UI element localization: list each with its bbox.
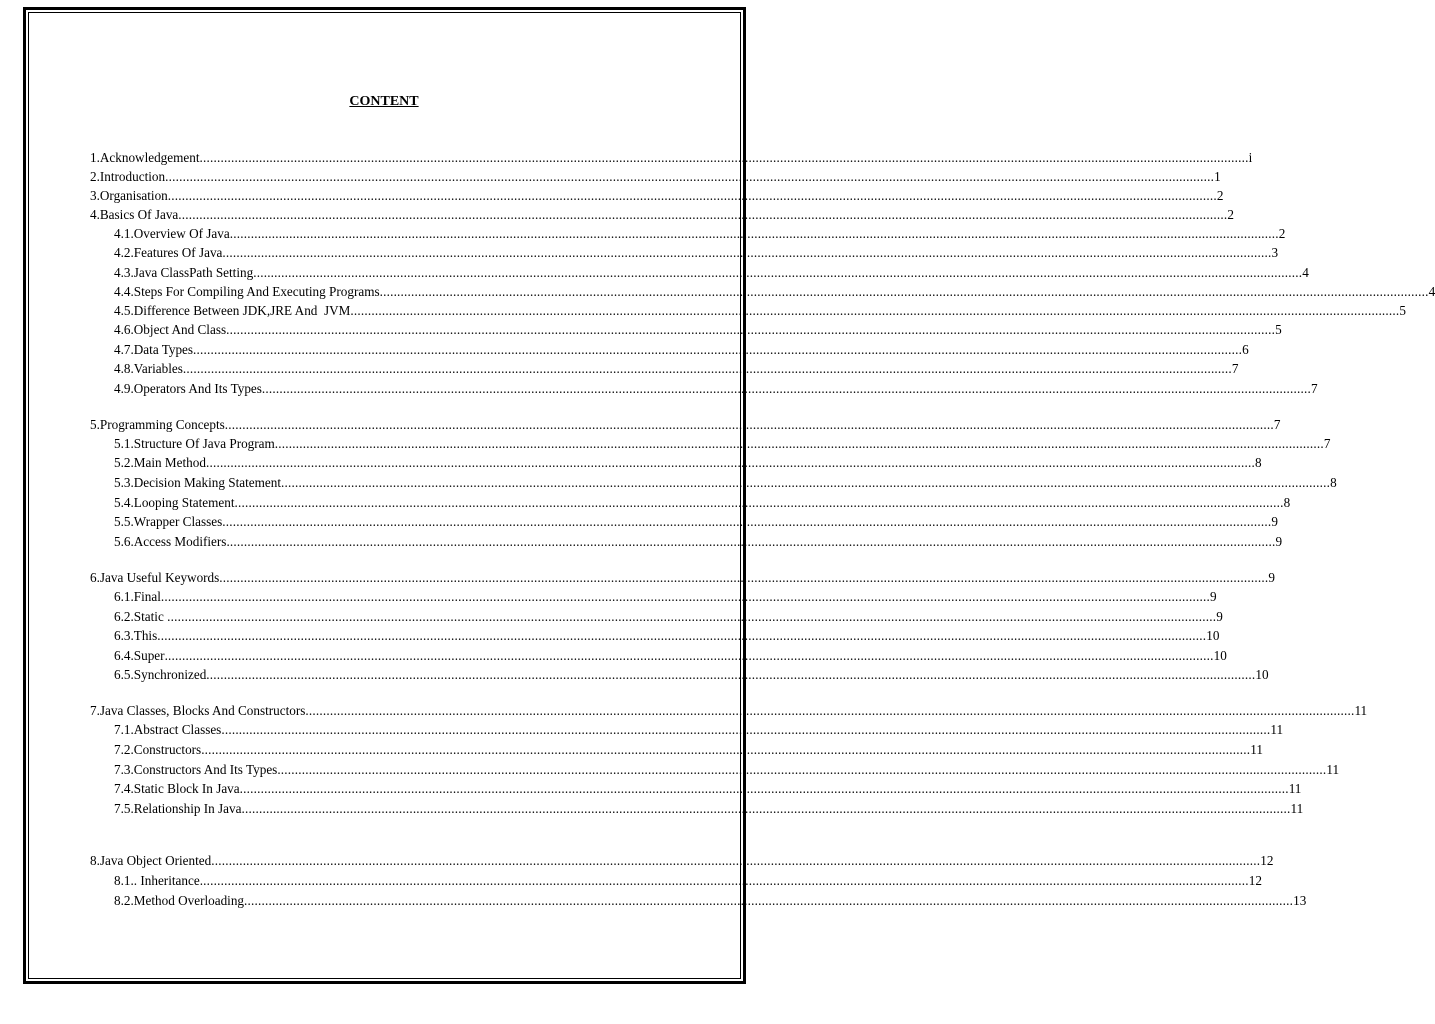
toc-entry-page: i — [1248, 150, 1253, 165]
toc-entry — [114, 781, 1302, 797]
toc-entry-label: Features Of Java — [133, 245, 223, 260]
toc-entry — [114, 742, 1263, 758]
toc-dot-leader: ............................................................................................................................................................................................................................................................................................................ — [199, 873, 1249, 888]
toc-entry-label: Programming Concepts — [99, 417, 225, 432]
toc-entry-number: 4.2. — [114, 245, 134, 260]
toc-entry — [114, 226, 1286, 242]
toc-entry-page: 11 — [1290, 801, 1304, 816]
toc-entry-number: 5.1. — [114, 436, 134, 451]
toc-entry-number: 8. — [90, 853, 100, 868]
toc-entry-label: Steps For Compiling And Executing Programs — [133, 284, 380, 299]
toc-entry — [114, 436, 1331, 452]
toc-entry-label: Decision Making Statement — [133, 475, 282, 490]
toc-entry-page: 9 — [1271, 514, 1278, 529]
toc-entry — [114, 455, 1262, 471]
toc-entry-page: 11 — [1354, 703, 1368, 718]
toc-entry — [90, 150, 1253, 166]
toc-dot-leader: ............................................................................................................................................................................................................................................................................................................ — [193, 342, 1243, 357]
toc-entry-page: 8 — [1255, 455, 1262, 470]
toc-entry-label: Java Object Oriented — [99, 853, 212, 868]
toc-entry-number: 4.6. — [114, 322, 134, 337]
toc-entry-label: Wrapper Classes — [133, 514, 223, 529]
toc-entry — [114, 609, 1223, 625]
toc-entry-page: 4 — [1302, 265, 1309, 280]
toc-dot-leader: ............................................................................................................................................................................................................................................................................................................ — [211, 853, 1261, 868]
toc-entry — [114, 514, 1278, 530]
toc-entry-label: Static Block In Java — [133, 781, 240, 796]
toc-dot-leader: ............................................................................................................................................................................................................................................................................................................ — [167, 609, 1217, 624]
toc-entry-label: Operators And Its Types — [133, 381, 262, 396]
toc-entry-page: 12 — [1260, 853, 1274, 868]
toc-entry-page: 6 — [1242, 342, 1249, 357]
toc-entry-label: Synchronized — [133, 667, 207, 682]
toc-entry-label: Object And Class — [133, 322, 227, 337]
toc-entry — [114, 893, 1307, 909]
toc-entry-number: 7.3. — [114, 762, 134, 777]
toc-dot-leader: ............................................................................................................................................................................................................................................................................................................ — [379, 284, 1429, 299]
toc-entry-number: 2. — [90, 169, 100, 184]
toc-entry — [114, 667, 1269, 683]
toc-entry-label: Looping Statement — [133, 495, 235, 510]
toc-entry-label: Basics Of Java — [99, 207, 179, 222]
toc-dot-leader: ............................................................................................................................................................................................................................................................................................................ — [226, 534, 1276, 549]
toc-dot-leader: ............................................................................................................................................................................................................................................................................................................ — [178, 207, 1228, 222]
toc-entry-page: 11 — [1288, 781, 1302, 796]
toc-entry-page: 2 — [1216, 188, 1224, 203]
toc-entry-label: Overview Of Java — [133, 226, 230, 241]
toc-entry-number: 5.4. — [114, 495, 134, 510]
toc-dot-leader: ............................................................................................................................................................................................................................................................................................................ — [244, 893, 1294, 908]
toc-entry — [114, 722, 1284, 738]
toc-entry — [90, 417, 1281, 433]
toc-entry — [114, 342, 1249, 358]
toc-dot-leader: ............................................................................................................................................................................................................................................................................................................ — [229, 226, 1279, 241]
toc-entry — [114, 873, 1262, 889]
toc-entry — [90, 570, 1275, 586]
toc-dot-leader: ............................................................................................................................................................................................................................................................................................................ — [160, 589, 1210, 604]
toc-entry-page: 7 — [1273, 417, 1281, 432]
toc-entry-number: 6. — [90, 570, 100, 585]
toc-entry — [114, 245, 1279, 261]
toc-entry — [114, 322, 1282, 338]
toc-entry-page: 7 — [1323, 436, 1331, 451]
toc-entry — [90, 207, 1234, 223]
toc-dot-leader: ............................................................................................................................................................................................................................................................................................................ — [241, 801, 1291, 816]
toc-entry-page: 11 — [1326, 762, 1340, 777]
toc-entry-number: 3. — [90, 188, 100, 203]
toc-entry-number: 6.2. — [114, 609, 134, 624]
toc-dot-leader: ............................................................................................................................................................................................................................................................................................................ — [239, 781, 1289, 796]
toc-entry-number: 5.5. — [114, 514, 134, 529]
toc-dot-leader: ............................................................................................................................................................................................................................................................................................................ — [182, 361, 1232, 376]
toc-entry — [114, 648, 1227, 664]
toc-entry — [114, 801, 1304, 817]
toc-dot-leader: ............................................................................................................................................................................................................................................................................................................ — [261, 381, 1311, 396]
toc-entry-page: 2 — [1227, 207, 1234, 222]
toc-dot-leader: ............................................................................................................................................................................................................................................................................................................ — [226, 322, 1276, 337]
toc-dot-leader: ............................................................................................................................................................................................................................................................................................................ — [281, 475, 1331, 490]
toc-entry-label: Static — [133, 609, 168, 624]
toc-entry-page: 9 — [1209, 589, 1217, 604]
toc-entry — [114, 628, 1220, 644]
toc-dot-leader: ............................................................................................................................................................................................................................................................................................................ — [206, 667, 1256, 682]
toc-dot-leader: ............................................................................................................................................................................................................................................................................................................ — [165, 169, 1215, 184]
toc-entry-page: 12 — [1248, 873, 1262, 888]
toc-dot-leader: ............................................................................................................................................................................................................................................................................................................ — [201, 742, 1251, 757]
toc-entry-label: Super — [133, 648, 165, 663]
toc-dot-leader: ............................................................................................................................................................................................................................................................................................................ — [221, 722, 1271, 737]
toc-entry-number: 5.2. — [114, 455, 134, 470]
toc-entry-number: 5. — [90, 417, 100, 432]
toc-dot-leader: ............................................................................................................................................................................................................................................................................................................ — [157, 628, 1207, 643]
toc-entry — [114, 495, 1291, 511]
toc-entry-page: 3 — [1271, 245, 1279, 260]
toc-entry — [90, 169, 1221, 185]
toc-dot-leader: ............................................................................................................................................................................................................................................................................................................ — [199, 150, 1249, 165]
toc-entry-number: 7.1. — [114, 722, 134, 737]
toc-entry-label: Acknowledgement — [99, 150, 200, 165]
toc-entry-number: 4.1. — [114, 226, 134, 241]
toc-entry-page: 7 — [1310, 381, 1318, 396]
toc-dot-leader: ............................................................................................................................................................................................................................................................................................................ — [222, 514, 1272, 529]
toc-entry-label: Java ClassPath Setting — [133, 265, 254, 280]
toc-entry-number: 4.5. — [114, 303, 134, 318]
toc-entry-page: 10 — [1213, 648, 1227, 663]
toc-entry-page: 7 — [1231, 361, 1239, 376]
toc-dot-leader: ............................................................................................................................................................................................................................................................................................................ — [219, 570, 1269, 585]
toc-entry-label: This — [133, 628, 158, 643]
toc-dot-leader: ............................................................................................................................................................................................................................................................................................................ — [167, 188, 1217, 203]
toc-entry — [114, 589, 1217, 605]
toc-entry-label: Data Types — [133, 342, 194, 357]
toc-dot-leader: ............................................................................................................................................................................................................................................................................................................ — [277, 762, 1327, 777]
toc-entry — [90, 188, 1224, 204]
toc-entry-label: Access Modifiers — [133, 534, 227, 549]
toc-entry-label: Constructors — [133, 742, 202, 757]
toc-entry-label: Relationship In Java — [133, 801, 242, 816]
toc-entry-label: Method Overloading — [133, 893, 245, 908]
toc-entry-number: 4.9. — [114, 381, 134, 396]
toc-entry-number: 6.3. — [114, 628, 134, 643]
toc-entry-page: 8 — [1330, 475, 1337, 490]
toc-entry — [114, 265, 1309, 281]
toc-entry-number: 7.4. — [114, 781, 134, 796]
toc-dot-leader: ............................................................................................................................................................................................................................................................................................................ — [205, 455, 1256, 470]
toc-entry-label: Final — [133, 589, 161, 604]
toc-entry-page: 5 — [1275, 322, 1282, 337]
toc-dot-leader: ............................................................................................................................................................................................................................................................................................................ — [234, 495, 1284, 510]
toc-entry-number: 4.4. — [114, 284, 134, 299]
toc-entry-number: 6.1. — [114, 589, 134, 604]
toc-entry — [114, 381, 1318, 397]
toc-entry-number: 6.5. — [114, 667, 134, 682]
toc-entry-label: Difference Between JDK,JRE And JVM — [133, 303, 351, 318]
toc-entry-page: 9 — [1216, 609, 1223, 624]
toc-entry-number: 4. — [90, 207, 100, 222]
toc-entry — [114, 762, 1340, 778]
toc-dot-leader: ............................................................................................................................................................................................................................................................................................................ — [305, 703, 1355, 718]
toc-entry-page: 9 — [1275, 534, 1283, 549]
toc-entry-page: 11 — [1270, 722, 1284, 737]
toc-entry-label: Abstract Classes — [133, 722, 222, 737]
toc-entry-page: 2 — [1278, 226, 1286, 241]
toc-entry-page: 10 — [1206, 628, 1220, 643]
toc-entry — [114, 475, 1337, 491]
toc-dot-leader: ............................................................................................................................................................................................................................................................................................................ — [222, 245, 1272, 260]
toc-entry-label: . Inheritance — [133, 873, 200, 888]
toc-dot-leader: ............................................................................................................................................................................................................................................................................................................ — [274, 436, 1324, 451]
toc-entry-number: 6.4. — [114, 648, 134, 663]
toc-entry-label: Java Classes, Blocks And Constructors — [99, 703, 306, 718]
toc-dot-leader: ............................................................................................................................................................................................................................................................................................................ — [350, 303, 1400, 318]
toc-entry-number: 7.2. — [114, 742, 134, 757]
toc-entry-page: 8 — [1283, 495, 1291, 510]
toc-entry-label: Structure Of Java Program — [133, 436, 275, 451]
toc-entry-page: 9 — [1268, 570, 1275, 585]
toc-dot-leader: ............................................................................................................................................................................................................................................................................................................ — [224, 417, 1274, 432]
toc-entry-label: Introduction — [99, 169, 166, 184]
toc-entry — [114, 361, 1239, 377]
toc-entry — [90, 703, 1368, 719]
toc-entry-number: 4.7. — [114, 342, 134, 357]
toc-entry-number: 5.6. — [114, 534, 134, 549]
toc-entry — [114, 284, 1435, 300]
page-title: CONTENT — [349, 94, 419, 109]
toc-entry-number: 8.1. — [114, 873, 134, 888]
toc-entry-page: 11 — [1250, 742, 1263, 757]
toc-entry-label: Java Useful Keywords — [99, 570, 220, 585]
toc-entry-number: 4.8. — [114, 361, 134, 376]
toc-entry — [114, 534, 1283, 550]
toc-entry-label: Variables — [133, 361, 183, 376]
toc-entry-number: 7.5. — [114, 801, 134, 816]
toc-entry-page: 13 — [1293, 893, 1307, 908]
toc-entry-number: 8.2. — [114, 893, 134, 908]
toc-entry-page: 10 — [1255, 667, 1269, 682]
toc-entry — [90, 853, 1274, 869]
toc-dot-leader: ............................................................................................................................................................................................................................................................................................................ — [164, 648, 1214, 663]
toc-entry-number: 4.3. — [114, 265, 134, 280]
toc-entry-number: 7. — [90, 703, 100, 718]
toc-entry-label: Organisation — [99, 188, 168, 203]
toc-entry-number: 1. — [90, 150, 100, 165]
toc-entry-page: 4 — [1428, 284, 1435, 299]
toc-dot-leader: ............................................................................................................................................................................................................................................................................................................ — [253, 265, 1303, 280]
toc-entry-label: Main Method — [133, 455, 206, 470]
toc-entry-number: 5.3. — [114, 475, 134, 490]
toc-entry-label: Constructors And Its Types — [133, 762, 278, 777]
toc-entry-page: 5 — [1399, 303, 1407, 318]
toc-entry — [114, 303, 1407, 319]
toc-entry-page: 1 — [1214, 169, 1221, 184]
